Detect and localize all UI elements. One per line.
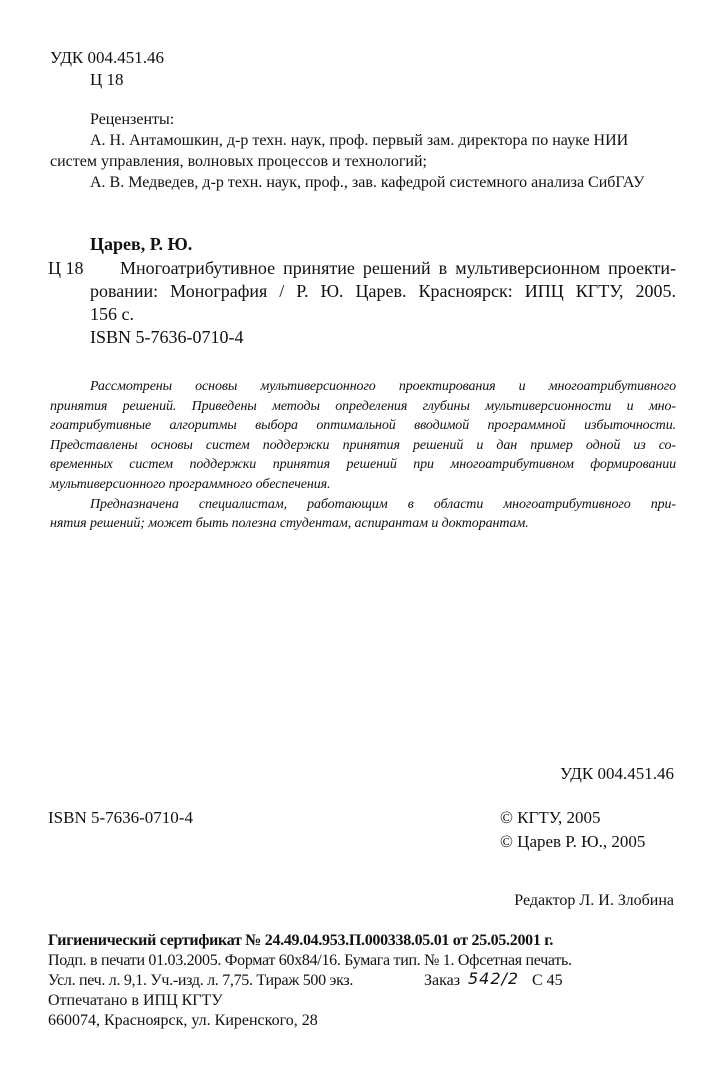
udk-footer: УДК 004.451.46 xyxy=(559,764,674,783)
author: Царев, Р. Ю. xyxy=(90,234,193,254)
imprint-sheets: Усл. печ. л. 9,1. Уч.-изд. л. 7,75. Тираж 500 экз. xyxy=(48,972,354,989)
annotation-line-1: Рассмотрены основы мультиверсионного проектирования и многоатрибутивного xyxy=(90,379,676,394)
annotation-line-6: мультиверсионного программного обеспечения. xyxy=(50,477,331,492)
biblio-pages: 156 с. xyxy=(90,304,134,324)
reviewer-1-line-1: А. Н. Антамошкин, д-р техн. наук, проф. первый зам. директора по науке НИИ xyxy=(90,132,629,149)
reviewer-1-line-2: систем управления, волновых процессов и технологий; xyxy=(50,153,427,170)
biblio-isbn: ISBN 5-7636-0710-4 xyxy=(90,327,244,347)
reviewers-title: Рецензенты: xyxy=(90,111,175,128)
reviewer-2: А. В. Медведев, д-р техн. наук, проф., зав. кафедрой системного анализа СибГАУ xyxy=(90,174,645,191)
biblio-line-2: ровании: Монография / Р. Ю. Царев. Красноярск: ИПЦ КГТУ, 2005. xyxy=(90,281,676,301)
annotation-line-5: временных систем поддержки принятия решений при многоатрибутивном формировании xyxy=(50,457,676,472)
copyright-author: © Царев Р. Ю., 2005 xyxy=(500,832,646,851)
annotation-line-7: Предназначена специалистам, работающим в области многоатрибутивного при- xyxy=(90,497,676,512)
isbn-footer: ISBN 5-7636-0710-4 xyxy=(48,808,193,827)
code-header: Ц 18 xyxy=(90,70,124,89)
copyright-kgtu: © КГТУ, 2005 xyxy=(500,808,601,827)
annotation-line-4: Представлены основы систем поддержки принятия решений и дан пример одной из со- xyxy=(50,438,676,453)
imprint-order-label: Заказ xyxy=(424,972,461,989)
udk-header: УДК 004.451.46 xyxy=(50,48,165,67)
annotation-line-8: нятия решений; может быть полезна студентам, аспирантам и докторантам. xyxy=(50,516,529,531)
imprint-print-info: Подп. в печати 01.03.2005. Формат 60x84/16. Бумага тип. № 1. Офсетная печать. xyxy=(48,952,572,969)
annotation-line-3: гоатрибутивные алгоритмы выбора оптимальной вводимой программной избыточности. xyxy=(50,418,676,433)
imprint-order-number: 542/2 xyxy=(468,969,520,988)
imprint-address: 660074, Красноярск, ул. Киренского, 28 xyxy=(48,1012,318,1029)
imprint-order-code: С 45 xyxy=(532,972,563,989)
imprint-certificate: Гигиенический сертификат № 24.49.04.953.П.000338.05.01 от 25.05.2001 г. xyxy=(48,932,554,949)
biblio-code: Ц 18 xyxy=(48,258,84,278)
biblio-line-1: Многоатрибутивное принятие решений в мультиверсионном проекти- xyxy=(120,258,676,278)
annotation-line-2: принятия решений. Приведены методы определения глубины мультиверсионности и мно- xyxy=(50,399,676,414)
editor: Редактор Л. И. Злобина xyxy=(514,892,674,909)
imprint-printed-at: Отпечатано в ИПЦ КГТУ xyxy=(48,992,223,1009)
